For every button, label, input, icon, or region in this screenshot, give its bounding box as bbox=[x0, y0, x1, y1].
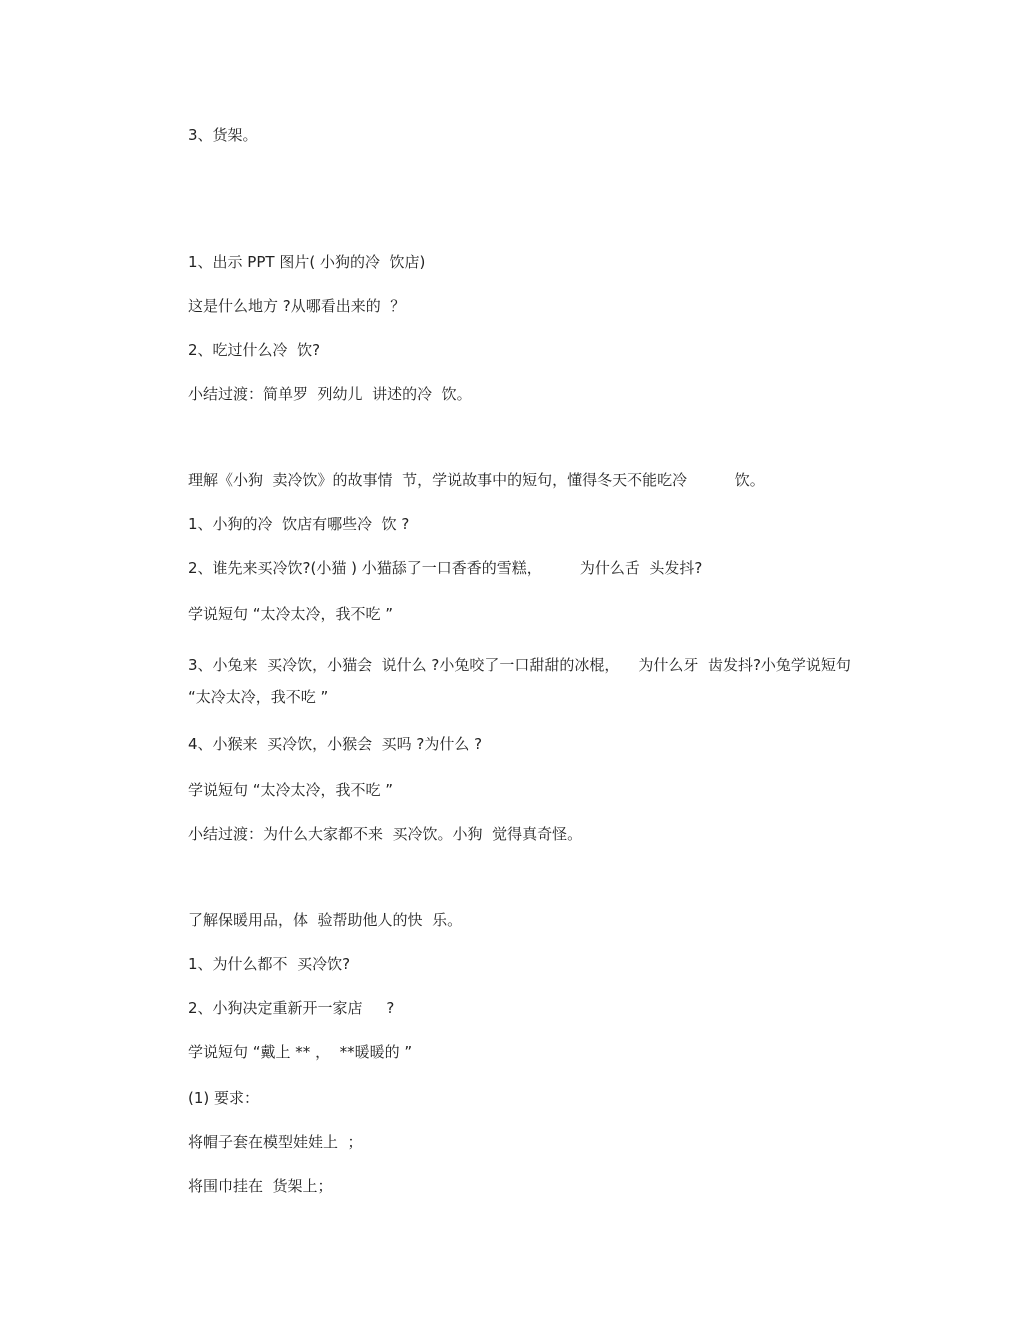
text-line-hat-on-doll: 将帽子套在模型娃娃上 ； bbox=[188, 1133, 363, 1151]
text-line-objective-story: 理解《小狗 卖冷饮》的故事情 节，学说故事中的短句，懂得冬天不能吃冷 饮。 bbox=[188, 471, 765, 489]
text-line-shelf: 3、货架。 bbox=[188, 126, 258, 144]
text-line-rabbit-buys: 3、小兔来 买冷饮，小猫会 说什么 ?小兔咬了一口甜甜的冰棍， 为什么牙 齿发抖?小兔学说短句 “太冷太冷，我不吃 ” bbox=[188, 656, 856, 706]
text-line-objective-warm: 了解保暖用品，体 验帮助他人的快 乐。 bbox=[188, 911, 463, 929]
text-line-phrase-wear: 学说短句 “戴上 ** ， **暖暖的 ” bbox=[188, 1043, 413, 1061]
text-line-show-ppt: 1、出示 PPT 图片( 小狗的冷 饮店) bbox=[188, 253, 426, 271]
text-line-scarf-on-shelf: 将围巾挂在 货架上； bbox=[188, 1177, 333, 1195]
text-line-eaten-cold-drinks: 2、吃过什么冷 饮? bbox=[188, 341, 321, 359]
text-line-why-no-buy: 1、为什么都不 买冷饮? bbox=[188, 955, 351, 973]
text-line-summary-2: 小结过渡：为什么大家都不来 买冷饮。小狗 觉得真奇怪。 bbox=[188, 825, 583, 843]
text-line-summary-1: 小结过渡：简单罗 列幼儿 讲述的冷 饮。 bbox=[188, 385, 472, 403]
text-line-requirements: (1) 要求： bbox=[188, 1089, 260, 1107]
text-line-cat-buys: 2、谁先来买冷饮?(小猫 ) 小猫舔了一口香香的雪糕， 为什么舌 头发抖? bbox=[188, 559, 703, 577]
text-line-drinks-in-shop: 1、小狗的冷 饮店有哪些冷 饮 ? bbox=[188, 515, 410, 533]
text-line-phrase-3: 学说短句 “太冷太冷，我不吃 ” bbox=[188, 781, 394, 799]
text-line-question-place: 这是什么地方 ?从哪看出来的 ？ bbox=[188, 297, 406, 315]
text-line-new-shop: 2、小狗决定重新开一家店 ? bbox=[188, 999, 395, 1017]
text-line-monkey-buys: 4、小猴来 买冷饮，小猴会 买吗 ?为什么 ? bbox=[188, 735, 483, 753]
text-line-phrase-1: 学说短句 “太冷太冷，我不吃 ” bbox=[188, 605, 394, 623]
